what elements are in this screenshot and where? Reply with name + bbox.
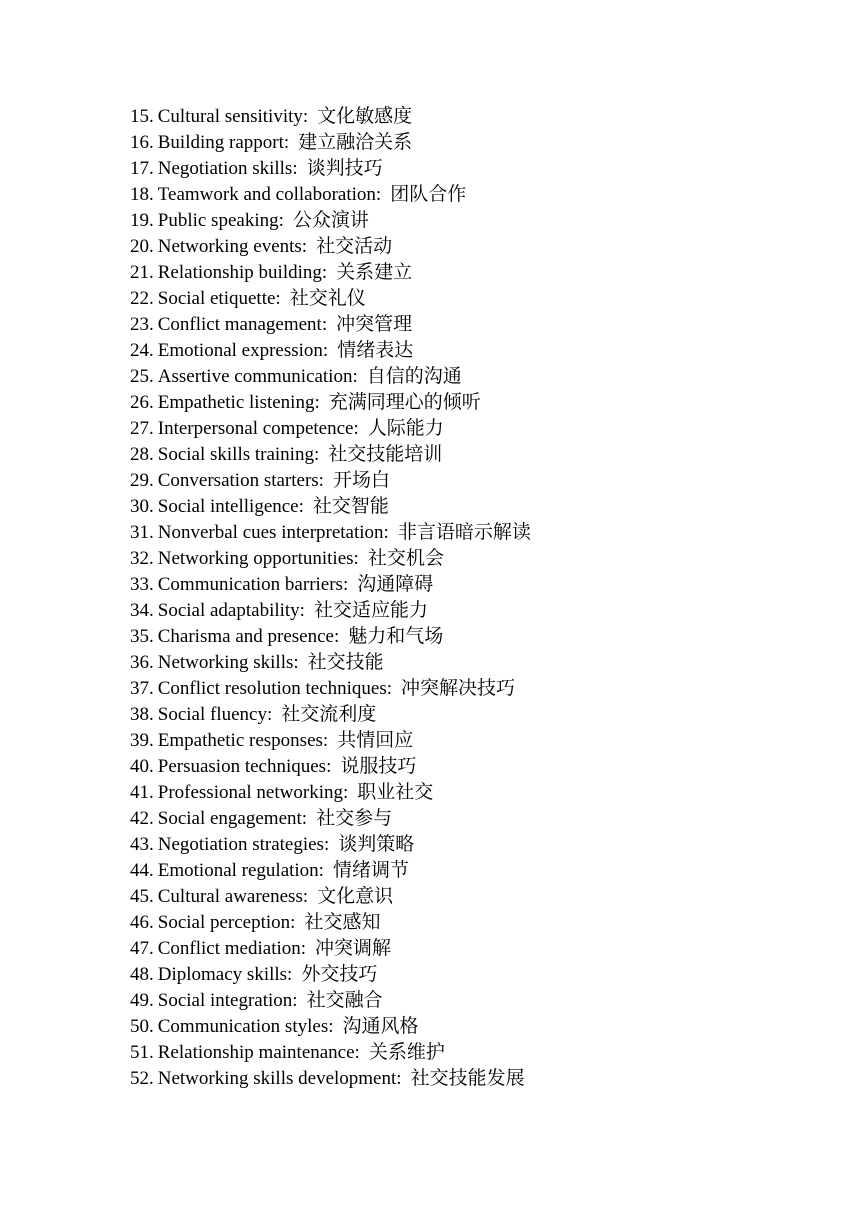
chinese-translation: 沟通障碍	[357, 574, 434, 595]
chinese-translation: 公众演讲	[292, 210, 369, 231]
list-item	[130, 780, 531, 806]
english-term: Conflict management:	[157, 314, 328, 335]
item-number: 30.	[130, 496, 154, 517]
item-number: 17.	[130, 158, 154, 179]
chinese-translation: 冲突解决技巧	[401, 678, 516, 699]
list-item	[130, 572, 531, 598]
item-number: 39.	[130, 730, 154, 751]
chinese-translation: 社交技能培训	[328, 444, 443, 465]
english-term: Charisma and presence:	[157, 626, 340, 647]
chinese-translation: 社交机会	[367, 548, 444, 569]
item-number: 18.	[130, 184, 154, 205]
list-item	[130, 676, 531, 702]
list-item	[130, 520, 531, 546]
english-term: Social integration:	[157, 990, 298, 1011]
english-term: Networking events:	[157, 236, 308, 257]
item-number: 27.	[130, 418, 154, 439]
list-item	[130, 416, 531, 442]
item-number: 43.	[130, 834, 154, 855]
english-term: Conversation starters:	[157, 470, 324, 491]
list-item	[130, 468, 531, 494]
english-term: Negotiation strategies:	[157, 834, 330, 855]
english-term: Interpersonal competence:	[157, 418, 359, 439]
list-item	[130, 858, 531, 884]
list-item	[130, 962, 531, 988]
item-number: 24.	[130, 340, 154, 361]
chinese-translation: 谈判策略	[338, 834, 415, 855]
chinese-translation: 关系建立	[336, 262, 413, 283]
item-number: 23.	[130, 314, 154, 335]
list-item	[130, 546, 531, 572]
list-item	[130, 442, 531, 468]
item-number: 16.	[130, 132, 154, 153]
english-term: Assertive communication:	[157, 366, 358, 387]
item-number: 49.	[130, 990, 154, 1011]
item-number: 45.	[130, 886, 154, 907]
english-term: Communication styles:	[157, 1016, 334, 1037]
list-item	[130, 650, 531, 676]
list-item	[130, 806, 531, 832]
english-term: Social adaptability:	[157, 600, 305, 621]
item-number: 36.	[130, 652, 154, 673]
english-term: Empathetic listening:	[157, 392, 320, 413]
english-term: Social fluency:	[157, 704, 273, 725]
english-term: Cultural sensitivity:	[157, 106, 309, 127]
english-term: Cultural awareness:	[157, 886, 309, 907]
item-number: 15.	[130, 106, 154, 127]
english-term: Public speaking:	[157, 210, 284, 231]
list-item	[130, 286, 531, 312]
english-term: Teamwork and collaboration:	[157, 184, 382, 205]
chinese-translation: 共情回应	[337, 730, 414, 751]
chinese-translation: 社交技能	[307, 652, 384, 673]
chinese-translation: 开场白	[332, 470, 390, 491]
item-number: 20.	[130, 236, 154, 257]
item-number: 42.	[130, 808, 154, 829]
item-number: 19.	[130, 210, 154, 231]
english-term: Relationship maintenance:	[157, 1042, 360, 1063]
chinese-translation: 社交技能发展	[410, 1068, 525, 1089]
chinese-translation: 团队合作	[390, 184, 467, 205]
item-number: 33.	[130, 574, 154, 595]
chinese-translation: 人际能力	[367, 418, 444, 439]
english-term: Relationship building:	[157, 262, 328, 283]
item-number: 29.	[130, 470, 154, 491]
item-number: 52.	[130, 1068, 154, 1089]
chinese-translation: 社交感知	[304, 912, 381, 933]
english-term: Building rapport:	[157, 132, 290, 153]
item-number: 50.	[130, 1016, 154, 1037]
chinese-translation: 外交技巧	[301, 964, 378, 985]
list-item	[130, 1040, 531, 1066]
chinese-translation: 社交礼仪	[289, 288, 366, 309]
chinese-translation: 文化意识	[317, 886, 394, 907]
chinese-translation: 非言语暗示解读	[397, 522, 531, 543]
list-item	[130, 208, 531, 234]
chinese-translation: 社交参与	[316, 808, 393, 829]
list-item	[130, 156, 531, 182]
list-item	[130, 364, 531, 390]
item-number: 34.	[130, 600, 154, 621]
english-term: Diplomacy skills:	[157, 964, 293, 985]
english-term: Conflict mediation:	[157, 938, 307, 959]
chinese-translation: 文化敏感度	[317, 106, 413, 127]
english-term: Professional networking:	[157, 782, 349, 803]
english-term: Networking skills development:	[157, 1068, 402, 1089]
english-term: Social intelligence:	[157, 496, 304, 517]
english-term: Social engagement:	[157, 808, 308, 829]
list-item	[130, 1014, 531, 1040]
english-term: Conflict resolution techniques:	[157, 678, 393, 699]
item-number: 41.	[130, 782, 154, 803]
item-number: 35.	[130, 626, 154, 647]
chinese-translation: 建立融洽关系	[298, 132, 413, 153]
list-item	[130, 130, 531, 156]
list-item	[130, 494, 531, 520]
chinese-translation: 职业社交	[357, 782, 434, 803]
list-item	[130, 988, 531, 1014]
list-item	[130, 728, 531, 754]
item-number: 51.	[130, 1042, 154, 1063]
chinese-translation: 情绪调节	[332, 860, 409, 881]
chinese-translation: 说服技巧	[340, 756, 417, 777]
chinese-translation: 充满同理心的倾听	[328, 392, 481, 413]
chinese-translation: 社交适应能力	[313, 600, 428, 621]
chinese-translation: 社交流利度	[281, 704, 377, 725]
chinese-translation: 沟通风格	[342, 1016, 419, 1037]
chinese-translation: 自信的沟通	[366, 366, 462, 387]
item-number: 21.	[130, 262, 154, 283]
item-number: 26.	[130, 392, 154, 413]
item-number: 25.	[130, 366, 154, 387]
chinese-translation: 魅力和气场	[348, 626, 444, 647]
item-number: 46.	[130, 912, 154, 933]
list-item	[130, 104, 531, 130]
list-item	[130, 598, 531, 624]
chinese-translation: 情绪表达	[337, 340, 414, 361]
list-item	[130, 754, 531, 780]
list-item	[130, 936, 531, 962]
english-term: Emotional expression:	[157, 340, 329, 361]
list-item	[130, 624, 531, 650]
english-term: Communication barriers:	[157, 574, 349, 595]
chinese-translation: 社交融合	[306, 990, 383, 1011]
item-number: 40.	[130, 756, 154, 777]
list-item	[130, 182, 531, 208]
list-item	[130, 910, 531, 936]
list-item	[130, 260, 531, 286]
english-term: Nonverbal cues interpretation:	[157, 522, 389, 543]
chinese-translation: 冲突管理	[336, 314, 413, 335]
chinese-translation: 谈判技巧	[306, 158, 383, 179]
english-term: Social perception:	[157, 912, 296, 933]
list-item	[130, 312, 531, 338]
vocabulary-list	[130, 104, 531, 1092]
english-term: Negotiation skills:	[157, 158, 298, 179]
list-item	[130, 832, 531, 858]
item-number: 48.	[130, 964, 154, 985]
english-term: Networking opportunities:	[157, 548, 359, 569]
list-item	[130, 884, 531, 910]
item-number: 31.	[130, 522, 154, 543]
list-item	[130, 702, 531, 728]
english-term: Persuasion techniques:	[157, 756, 332, 777]
list-item	[130, 1066, 531, 1092]
english-term: Emotional regulation:	[157, 860, 324, 881]
item-number: 38.	[130, 704, 154, 725]
item-number: 22.	[130, 288, 154, 309]
english-term: Social skills training:	[157, 444, 320, 465]
english-term: Social etiquette:	[157, 288, 281, 309]
list-item	[130, 390, 531, 416]
item-number: 28.	[130, 444, 154, 465]
english-term: Networking skills:	[157, 652, 299, 673]
english-term: Empathetic responses:	[157, 730, 329, 751]
item-number: 44.	[130, 860, 154, 881]
chinese-translation: 冲突调解	[315, 938, 392, 959]
chinese-translation: 关系维护	[368, 1042, 445, 1063]
chinese-translation: 社交智能	[312, 496, 389, 517]
list-item	[130, 338, 531, 364]
item-number: 47.	[130, 938, 154, 959]
chinese-translation: 社交活动	[316, 236, 393, 257]
list-item	[130, 234, 531, 260]
item-number: 37.	[130, 678, 154, 699]
item-number: 32.	[130, 548, 154, 569]
